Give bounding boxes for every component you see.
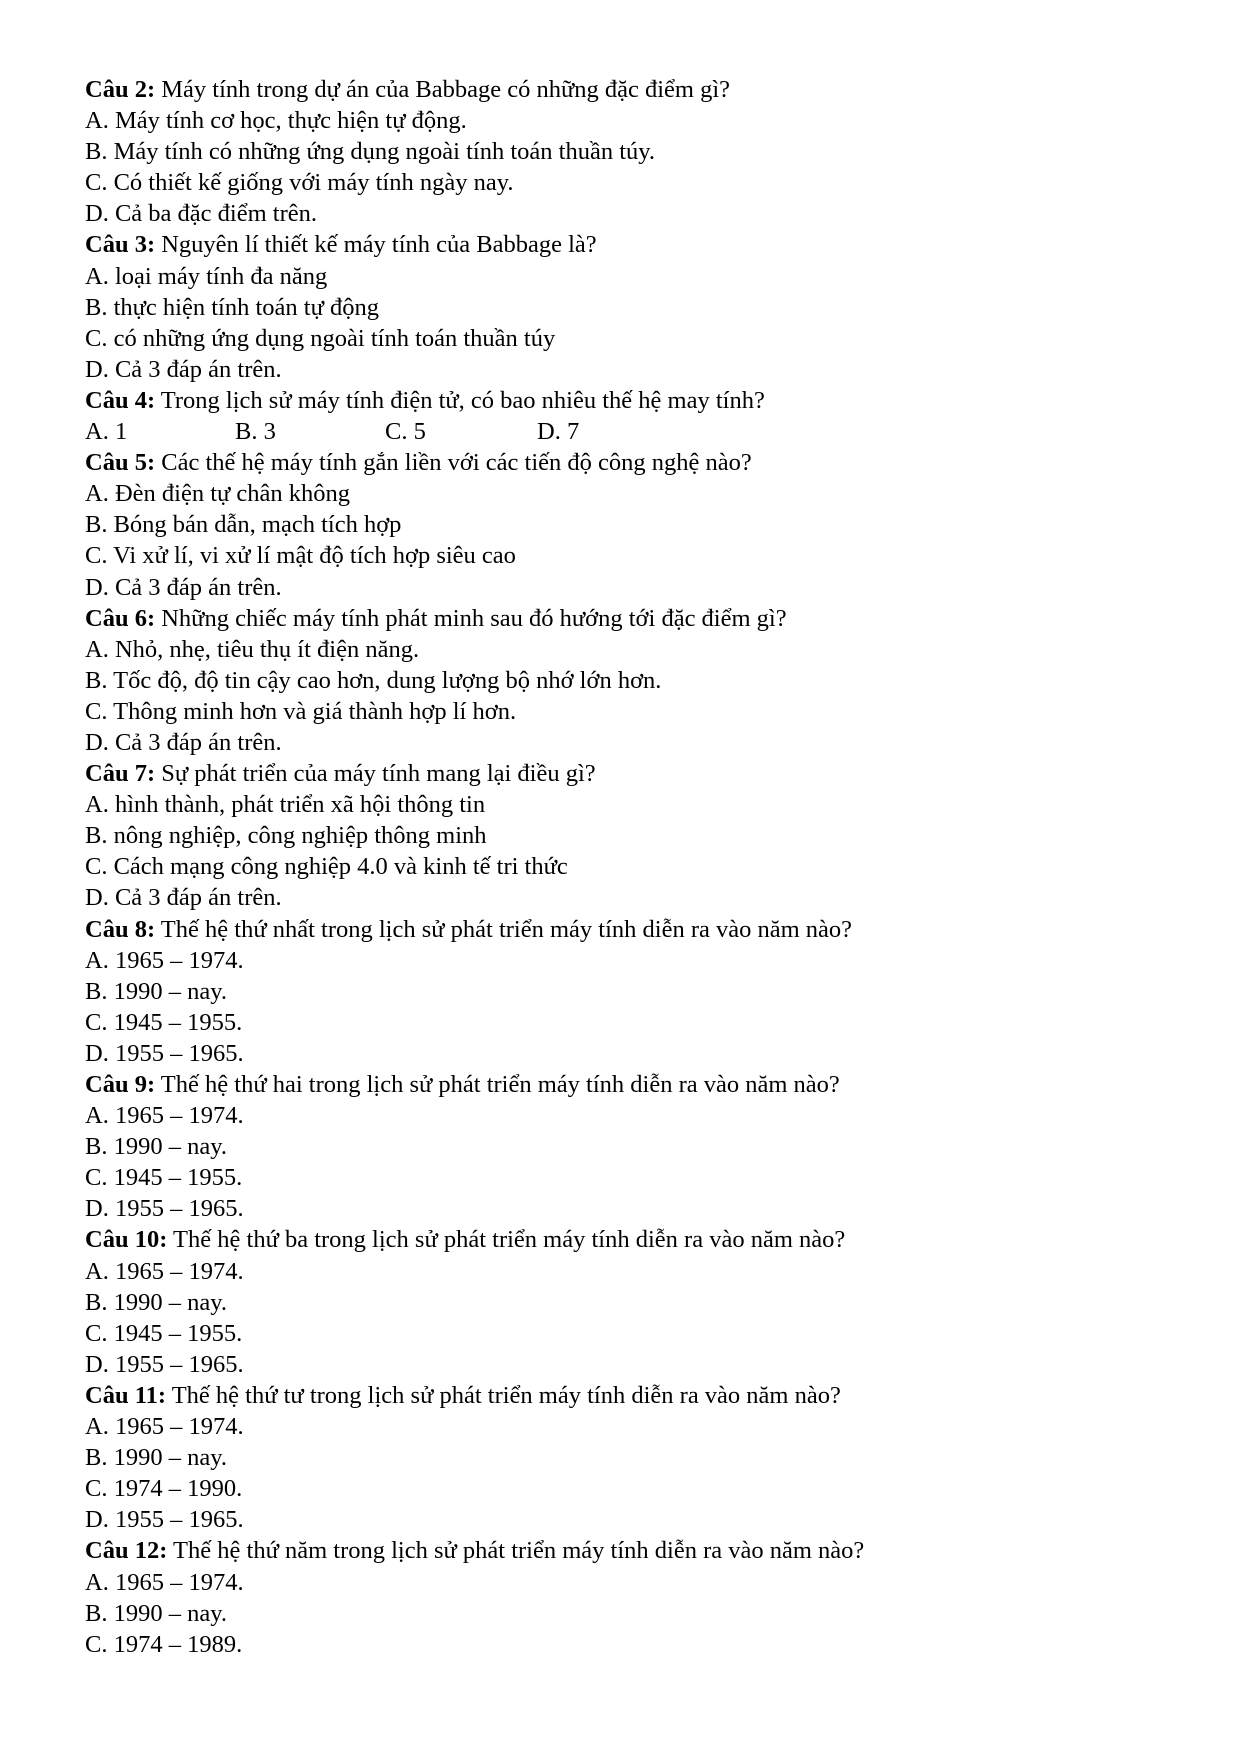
question-9 bbox=[85, 1069, 1165, 1100]
question-text: Thế hệ thứ hai trong lịch sử phát triển máy tính diễn ra vào năm nào? bbox=[155, 1071, 840, 1098]
question-label: Câu 2: bbox=[85, 76, 156, 103]
question-6 bbox=[85, 603, 1165, 634]
answer-option: B. Máy tính có những ứng dụng ngoài tính toán thuần túy. bbox=[85, 138, 656, 166]
answer-option: A. Đèn điện tự chân không bbox=[85, 480, 351, 508]
answer-option: B. nông nghiệp, công nghiệp thông minh bbox=[85, 822, 487, 850]
answer-option: D. Cả 3 đáp án trên. bbox=[85, 884, 282, 912]
question-text: Sự phát triển của máy tính mang lại điều gì? bbox=[155, 760, 596, 788]
question-5 bbox=[85, 447, 1165, 478]
answer-option: B. Bóng bán dẫn, mạch tích hợp bbox=[85, 511, 402, 539]
answer-option: D. 1955 – 1965. bbox=[85, 1195, 244, 1223]
answer-option: D. 1955 – 1965. bbox=[85, 1039, 244, 1067]
question-label: Câu 6: bbox=[85, 604, 156, 632]
question-label: Câu 11: bbox=[85, 1381, 167, 1409]
answer-option: A. 1965 – 1974. bbox=[85, 1568, 244, 1596]
answer-option: A. Máy tính cơ học, thực hiện tự động. bbox=[85, 107, 467, 135]
answer-option: D. Cả 3 đáp án trên. bbox=[85, 728, 282, 756]
answer-option: B. 1990 – nay. bbox=[85, 1133, 227, 1161]
answer-option: A. 1965 – 1974. bbox=[85, 1102, 244, 1130]
answer-option: C. 1945 – 1955. bbox=[85, 1164, 243, 1192]
question-10 bbox=[85, 1224, 1165, 1255]
question-text: Máy tính trong dự án của Babbage có những đặc điểm gì? bbox=[155, 76, 731, 103]
answer-option: C. Có thiết kế giống với máy tính ngày nay. bbox=[85, 169, 514, 197]
answer-option: C. Thông minh hơn và giá thành hợp lí hơn. bbox=[85, 697, 517, 725]
answer-option: D. Cả 3 đáp án trên. bbox=[85, 573, 282, 601]
answer-option: C. 1974 – 1989. bbox=[85, 1630, 243, 1658]
answer-option: A. 1965 – 1974. bbox=[85, 1257, 244, 1285]
answer-option: C. 5 bbox=[385, 418, 426, 446]
question-text: Các thế hệ máy tính gắn liền với các tiến độ công nghệ nào? bbox=[155, 449, 752, 477]
question-label: Câu 10: bbox=[85, 1226, 168, 1254]
answer-option: B. 1990 – nay. bbox=[85, 1444, 227, 1472]
question-label: Câu 3: bbox=[85, 231, 156, 259]
answer-option: C. 1974 – 1990. bbox=[85, 1475, 243, 1503]
answer-option: B. 1990 – nay. bbox=[85, 1599, 227, 1627]
answer-option: C. 1945 – 1955. bbox=[85, 1319, 243, 1347]
answer-option: C. 1945 – 1955. bbox=[85, 1008, 243, 1036]
question-label: Câu 12: bbox=[85, 1537, 168, 1565]
question-text: Thế hệ thứ tư trong lịch sử phát triển máy tính diễn ra vào năm nào? bbox=[166, 1381, 841, 1409]
answer-option: A. loại máy tính đa năng bbox=[85, 262, 328, 290]
document-page bbox=[85, 74, 1165, 1660]
answer-option: A. 1965 – 1974. bbox=[85, 946, 244, 974]
answer-option: B. 3 bbox=[235, 418, 276, 446]
inline-answer-row bbox=[85, 416, 1165, 447]
answer-option: A. 1 bbox=[85, 418, 128, 446]
answer-option: B. 1990 – nay. bbox=[85, 1288, 227, 1316]
answer-option: C. Vi xử lí, vi xử lí mật độ tích hợp siêu cao bbox=[85, 542, 516, 570]
question-label: Câu 8: bbox=[85, 915, 156, 943]
answer-option: C. Cách mạng công nghiệp 4.0 và kinh tế tri thức bbox=[85, 853, 568, 881]
question-2 bbox=[85, 74, 1165, 105]
question-12 bbox=[85, 1535, 1165, 1566]
answer-option: C. có những ứng dụng ngoài tính toán thuần túy bbox=[85, 324, 556, 352]
question-text: Thế hệ thứ năm trong lịch sử phát triển máy tính diễn ra vào năm nào? bbox=[167, 1537, 865, 1565]
question-text: Thế hệ thứ ba trong lịch sử phát triển máy tính diễn ra vào năm nào? bbox=[167, 1226, 846, 1254]
question-4 bbox=[85, 385, 1165, 416]
answer-option: A. 1965 – 1974. bbox=[85, 1413, 244, 1441]
answer-option: B. 1990 – nay. bbox=[85, 977, 227, 1005]
question-text: Trong lịch sử máy tính điện tử, có bao nhiêu thế hệ may tính? bbox=[155, 386, 765, 414]
question-3 bbox=[85, 229, 1165, 260]
answer-option: A. hình thành, phát triển xã hội thông tin bbox=[85, 791, 486, 819]
question-label: Câu 9: bbox=[85, 1071, 156, 1098]
question-7 bbox=[85, 758, 1165, 789]
question-label: Câu 7: bbox=[85, 760, 156, 788]
answer-option: B. thực hiện tính toán tự động bbox=[85, 293, 379, 321]
question-label: Câu 4: bbox=[85, 386, 156, 414]
answer-option: D. 1955 – 1965. bbox=[85, 1506, 244, 1534]
answer-option: D. Cả 3 đáp án trên. bbox=[85, 355, 282, 383]
answer-option: B. Tốc độ, độ tin cậy cao hơn, dung lượng bộ nhớ lớn hơn. bbox=[85, 666, 662, 694]
answer-option: A. Nhỏ, nhẹ, tiêu thụ ít điện năng. bbox=[85, 635, 420, 663]
answer-option: D. Cả ba đặc điểm trên. bbox=[85, 200, 317, 228]
answer-option: D. 7 bbox=[537, 418, 580, 446]
question-11 bbox=[85, 1380, 1165, 1411]
question-label: Câu 5: bbox=[85, 449, 156, 477]
question-text: Những chiếc máy tính phát minh sau đó hướng tới đặc điểm gì? bbox=[155, 604, 787, 632]
answer-option: D. 1955 – 1965. bbox=[85, 1350, 244, 1378]
question-8 bbox=[85, 914, 1165, 945]
question-text: Nguyên lí thiết kế máy tính của Babbage là? bbox=[155, 231, 597, 259]
question-text: Thế hệ thứ nhất trong lịch sử phát triển máy tính diễn ra vào năm nào? bbox=[155, 915, 853, 943]
